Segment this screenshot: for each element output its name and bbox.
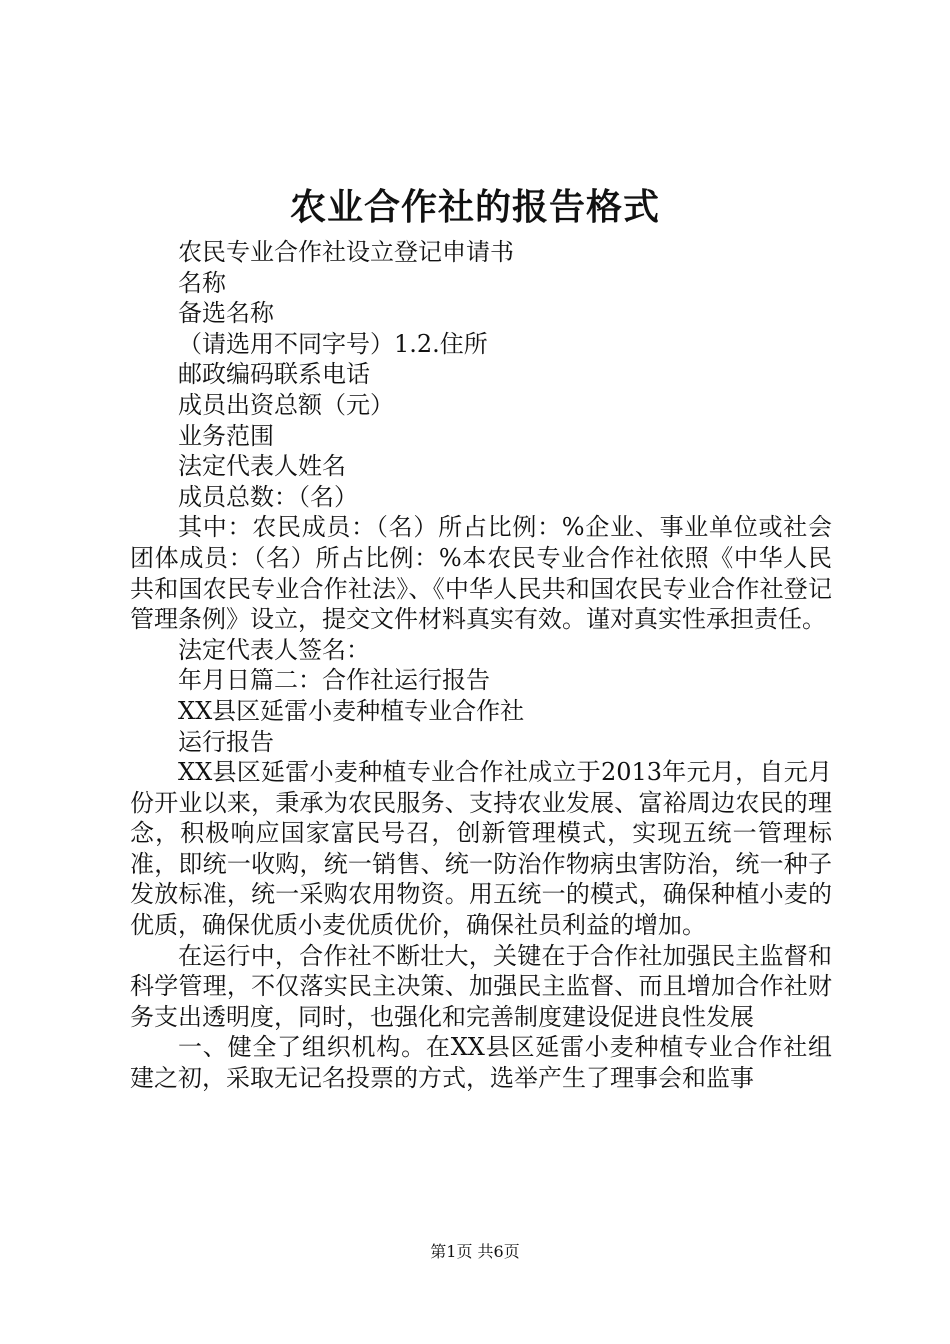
paragraph: 在运行中，合作社不断壮大，关键在于合作社加强民主监督和科学管理，不仅落实民主决策、加强民主监督、而且增加合作社财务支出透明度，同时，也强化和完善制度建设促进良性发展: [130, 941, 832, 1031]
paragraph: 名称: [178, 268, 226, 297]
paragraph: 业务范围: [178, 421, 274, 450]
paragraph: 一、健全了组织机构。在XX县区延雷小麦种植专业合作社组建之初，采取无记名投票的方式，选举产生了理事会和监事: [130, 1033, 832, 1093]
paragraph: XX县区延雷小麦种植专业合作社成立于2013年元月，自元月份开业以来，秉承为农民服务、支持农业发展、富裕周边农民的理念，积极响应国家富民号召，创新管理模式，实现五统一管理标准，即统一收购，统一销售、统一防治作物病虫害防治，统一种子发放标准，统一采购农用物资。用五统一的模式，确保种植小麦的优质，确保优质小麦优质优价，确保社员利益的增加。: [130, 758, 832, 940]
paragraph: （请选用不同字号）1.2.住所: [178, 329, 488, 358]
paragraph: XX县区延雷小麦种植专业合作社: [178, 696, 525, 725]
paragraph: 农民专业合作社设立登记申请书: [178, 238, 514, 266]
paragraph: 法定代表人姓名: [178, 452, 346, 481]
page-number-footer: 第1页 共6页: [430, 1242, 520, 1261]
paragraph: 成员总数：（名）: [178, 482, 358, 511]
paragraph: 邮政编码联系电话: [178, 360, 370, 389]
paragraph: 备选名称: [178, 299, 274, 328]
paragraph: 年月日篇二：合作社运行报告: [178, 666, 490, 695]
paragraph: 运行报告: [178, 727, 274, 756]
paragraph: 其中：农民成员：（名）所占比例：%企业、事业单位或社会团体成员：（名）所占比例：%本农民专业合作社依照《中华人民共和国农民专业合作社法》、《中华人民共和国农民专业合作社登记管理条例》设立，提交文件材料真实有效。谨对真实性承担责任。: [130, 513, 832, 634]
document-body: [130, 237, 832, 1094]
paragraph: 成员出资总额（元）: [178, 390, 394, 419]
document-title: 农业合作社的报告格式: [289, 186, 660, 228]
paragraph: 法定代表人签名：: [178, 635, 370, 664]
